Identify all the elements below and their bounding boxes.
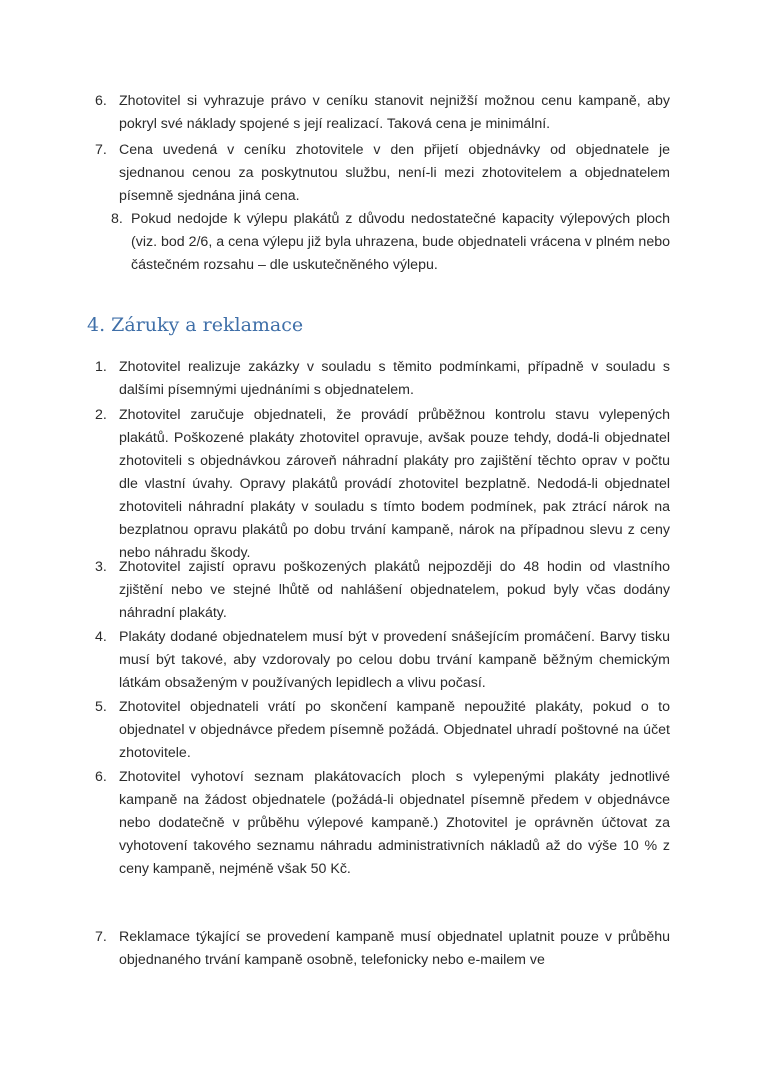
item-text: Zhotovitel objednateli vrátí po skončení kampaně nepoužité plakáty, pokud o to objednatel v objednávce předem písemně požádá. Objednatel uhradí poštovné na účet zhotovitele. [119,699,670,761]
item-text: Zhotovitel realizuje zakázky v souladu s těmito podmínkami, případně v souladu s dalšími písemnými ujednáními s objednatelem. [119,359,670,398]
list-item [95,139,670,208]
item-number: 3. [95,559,107,575]
item-number: 8. [111,211,123,227]
item-number: 7. [95,142,107,158]
item-number: 4. [95,629,107,645]
item-text: Zhotovitel vyhotoví seznam plakátovacích ploch s vylepenými plakáty jednotlivé kampaně na žádost objednatele (požádá-li objednatel písemně předem v objednávce nebo dodatečně v průběhu výlepové kampaně.) Zhotovitel je oprávněn účtovat za vyhotovení takového seznamu náhradu administrativních nákladů až do výše 10 % z ceny kampaně, nejméně však 50 Kč. [119,769,670,877]
list-item [95,556,670,625]
item-text: Reklamace týkající se provedení kampaně musí objednatel uplatnit pouze v průběhu objednaného trvání kampaně osobně, telefonicky nebo e-mailem ve [119,929,670,968]
item-text: Plakáty dodané objednatelem musí být v provedení snášejícím promáčení. Barvy tisku musí být takové, aby vzdorovaly po celou dobu trvání kampaně běžným chemickým látkám obsaženým v používaných lepidlech a vlivu počasí. [119,629,670,691]
list-item [95,696,670,765]
list-item [95,766,670,881]
list-item [95,90,670,136]
item-text: Zhotovitel zaručuje objednateli, že provádí průběžnou kontrolu stavu vylepených plakátů. Poškozené plakáty zhotovitel opravuje, avšak pouze tehdy, dodá-li objednatel zhotoviteli s objednávkou zároveň náhradní plakáty pro zajištění těchto oprav v počtu dle vlastní úvahy. Opravy plakátů provádí zhotovitel bezplatně. Nedodá-li objednatel zhotoviteli náhradní plakáty v souladu s tímto bodem podmínek, pak ztrácí nárok na bezplatnou opravu plakátů po dobu trvání kampaně, nárok na případnou slevu z ceny nebo náhradu škody. [119,407,670,561]
list-item [95,404,670,565]
list-item [111,208,670,277]
item-number: 1. [95,359,107,375]
item-number: 5. [95,699,107,715]
list-item [95,356,670,402]
item-number: 7. [95,929,107,945]
item-number: 6. [95,93,107,109]
item-number: 6. [95,769,107,785]
list-item [95,926,670,972]
item-number: 2. [95,407,107,423]
item-text: Pokud nedojde k výlepu plakátů z důvodu nedostatečné kapacity výlepových ploch (viz. bod 2/6, a cena výlepu již byla uhrazena, bude objednateli vrácena v plném nebo částečném rozsahu – dle uskutečněného výlepu. [131,211,670,273]
item-text: Cena uvedená v ceníku zhotovitele v den přijetí objednávky od objednatele je sjednanou cenou za poskytnutou službu, není-li mezi zhotovitelem a objednatelem písemně sjednána jiná cena. [119,142,670,204]
item-text: Zhotovitel si vyhrazuje právo v ceníku stanovit nejnižší možnou cenu kampaně, aby pokryl své náklady spojené s její realizací. Taková cena je minimální. [119,93,670,132]
item-text: Zhotovitel zajistí opravu poškozených plakátů nejpozději do 48 hodin od vlastního zjištění nebo ve stejné lhůtě od nahlášení objednatelem, pokud byly včas dodány náhradní plakáty. [119,559,670,621]
list-item [95,626,670,695]
section-heading: 4. Záruky a reklamace [87,314,304,336]
